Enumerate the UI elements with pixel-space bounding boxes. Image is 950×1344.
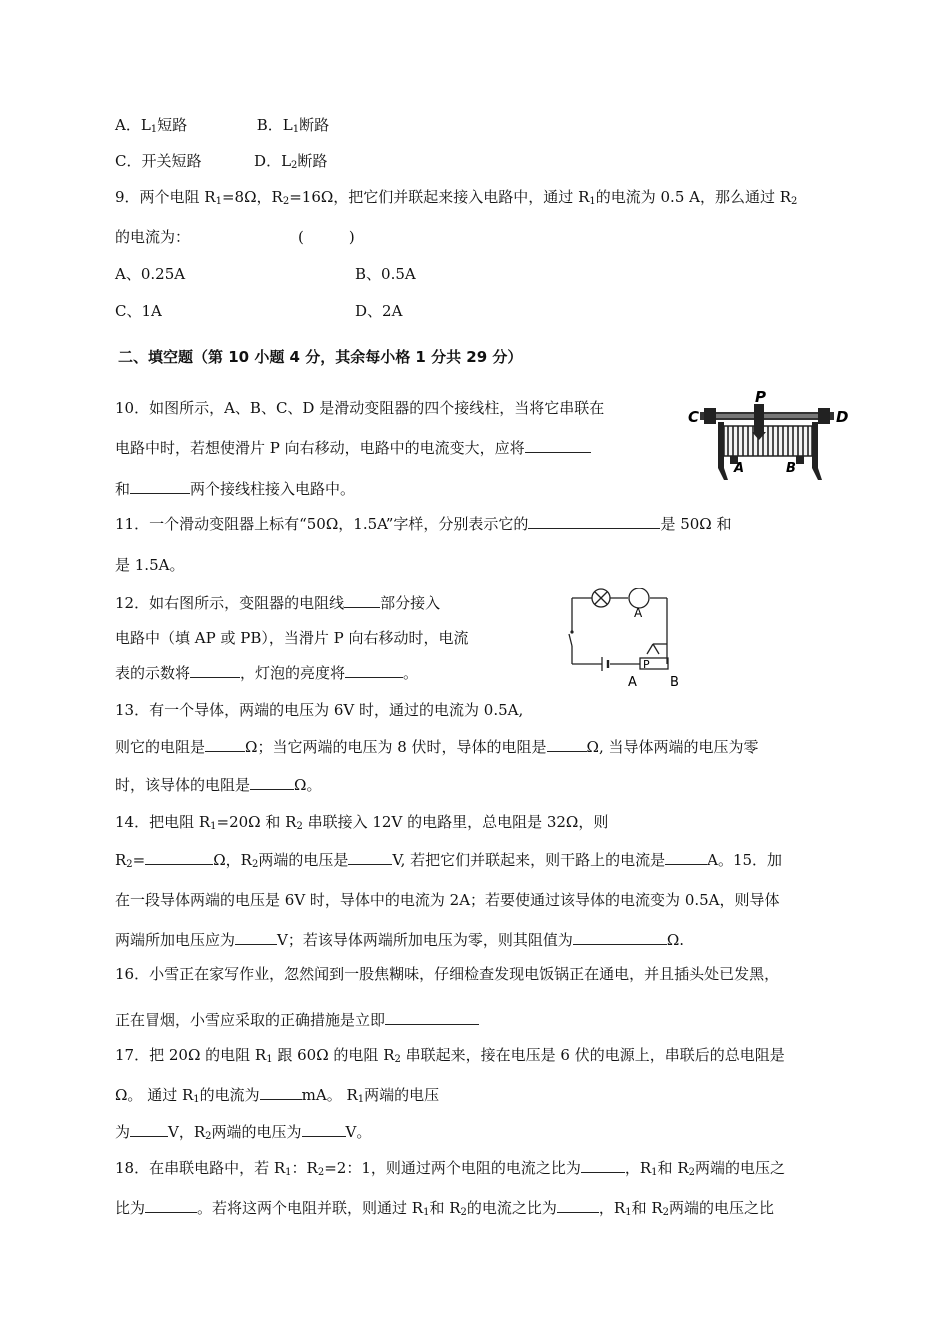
- q10-line3: 和 两个接线柱接入电路中。: [115, 480, 356, 498]
- q17-line2: Ω。 通过 $R_1$的电流为 mA。 $R_1$两端的电压: [115, 1086, 440, 1105]
- answer-blank[interactable]: [385, 1010, 479, 1025]
- answer-blank[interactable]: [573, 930, 667, 945]
- answer-blank[interactable]: [348, 850, 392, 865]
- q8-options-cd: [115, 151, 327, 176]
- q16-line1: 16．小雪正在家写作业，忽然闻到一股焦糊味，仔细检查发现电饭锅正在通电，并且插头处已发黑，: [115, 965, 780, 983]
- q14-line2: $R_2= \Omega$，$R_2$两端的电压是 V, 若把它们并联起来，则干路上的电流是 A。15．加: [115, 851, 783, 870]
- q9-option-b: B、0.5A: [355, 265, 416, 283]
- answer-blank[interactable]: [344, 593, 380, 608]
- q12-line2: 电路中（填 AP 或 PB），当滑片 P 向右移动时，电流: [115, 629, 469, 647]
- answer-blank[interactable]: [547, 737, 587, 752]
- answer-blank[interactable]: [235, 930, 277, 945]
- q9-option-d: D、2A: [355, 302, 403, 320]
- terminal-label: C: [688, 408, 700, 426]
- q13-line1: 13．有一个导体，两端的电压为 6V 时，通过的电流为 0.5A,: [115, 701, 524, 719]
- answer-blank[interactable]: [130, 479, 190, 494]
- q9-option-a: A、0.25A: [115, 265, 186, 283]
- section-heading: 二、填空题（第 10 小题 4 分，其余每小格 1 分共 29 分）: [118, 348, 523, 366]
- slider-label: P: [643, 658, 650, 671]
- q18-line1: 18．在串联电路中，若 $R_1$：$R_2=2$：1，则通过两个电阻的电流之比为 ，$R_1$和 $R_2$两端的电压之: [115, 1159, 785, 1178]
- ammeter-label: A: [634, 606, 643, 620]
- q10-line1: 10．如图所示，A、B、C、D 是滑动变阻器的四个接线柱，当将它串联在: [115, 399, 605, 417]
- slider-label: P: [755, 388, 766, 406]
- q11-line2: 是 1.5A。: [115, 556, 185, 574]
- answer-blank[interactable]: [345, 663, 403, 678]
- answer-blank[interactable]: [557, 1198, 599, 1213]
- terminal-label: A: [628, 675, 637, 690]
- q8-option-a: A．$L_1$短路: [115, 116, 188, 135]
- q8-option-c: C．开关短路: [115, 152, 202, 170]
- q16-line2: 正在冒烟，小雪应采取的正确措施是立即: [115, 1010, 479, 1030]
- answer-blank[interactable]: [145, 850, 213, 865]
- q8-option-b: B．$L_1$断路: [256, 116, 330, 135]
- q9-stem-line1: 9．两个电阻 $R_1=8\Omega$，$R_2=16\Omega$，把它们并联起来接入电路中，通过 $R_1$的电流为 0.5 A，那么通过 $R_2$: [115, 188, 798, 207]
- q15-line2: 两端所加电压应为 V；若该导体两端所加电压为零，则其阻值为 Ω.: [115, 931, 685, 949]
- answer-blank[interactable]: [260, 1085, 302, 1100]
- answer-blank[interactable]: [250, 775, 294, 790]
- q17-line3: 为 V，$R_2$两端的电压为 V。: [115, 1123, 372, 1142]
- q17-line1: 17．把 20Ω 的电阻 $R_1$ 跟 60Ω 的电阻 $R_2$ 串联起来，接在电压是 6 伏的电源上，串联后的总电阻是: [115, 1046, 785, 1065]
- terminal-label: B: [786, 461, 796, 476]
- answer-blank[interactable]: [525, 438, 591, 453]
- q14-line1: 14．把电阻 $R_1=20\Omega$ 和 $R_2$ 串联接入 12V 的电路里，总电阻是 32Ω，则: [115, 813, 609, 832]
- terminal-label: B: [670, 675, 679, 690]
- q13-line2: 则它的电阻是 Ω；当它两端的电压为 8 伏时，导体的电阻是 Ω, 当导体两端的电压为零: [115, 738, 759, 756]
- q13-line3: 时，该导体的电阻是 Ω。: [115, 776, 322, 794]
- q11-line1: 11．一个滑动变阻器上标有“50Ω，1.5A”字样，分别表示它的 是 50Ω 和: [115, 515, 732, 533]
- q10-line2: 电路中时，若想使滑片 P 向右移动，电路中的电流变大，应将: [115, 438, 591, 458]
- answer-parentheses: ( ): [298, 228, 355, 246]
- q9-stem-line2: 的电流为： ( ): [115, 228, 355, 246]
- q18-line2: 比为 。若将这两个电阻并联，则通过 $R_1$和 $R_2$的电流之比为 ，$R_1$和 $R_2$两端的电压之比: [115, 1199, 775, 1218]
- q12-line3: 表的示数将 ，灯泡的亮度将 。: [115, 664, 419, 682]
- q8-options-ab: [115, 115, 329, 140]
- terminal-label: A: [734, 461, 745, 476]
- answer-blank[interactable]: [145, 1198, 197, 1213]
- q12-line1: 12．如右图所示，变阻器的电阻线 部分接入: [115, 594, 441, 612]
- answer-blank[interactable]: [205, 737, 245, 752]
- answer-blank[interactable]: [302, 1122, 346, 1137]
- q9-option-c: C、1A: [115, 302, 162, 320]
- answer-blank[interactable]: [190, 663, 240, 678]
- q15-line1: 在一段导体两端的电压是 6V 时，导体中的电流为 2A；若要使通过该导体的电流变为 0.5A，则导体: [115, 891, 780, 909]
- rheostat-figure: [684, 388, 854, 488]
- terminal-label: D: [836, 408, 849, 426]
- answer-blank[interactable]: [528, 514, 660, 529]
- circuit-figure: [562, 588, 702, 692]
- answer-blank[interactable]: [581, 1158, 625, 1173]
- answer-blank[interactable]: [665, 850, 707, 865]
- q8-option-d: D．$L_2$断路: [254, 152, 328, 171]
- answer-blank[interactable]: [130, 1122, 168, 1137]
